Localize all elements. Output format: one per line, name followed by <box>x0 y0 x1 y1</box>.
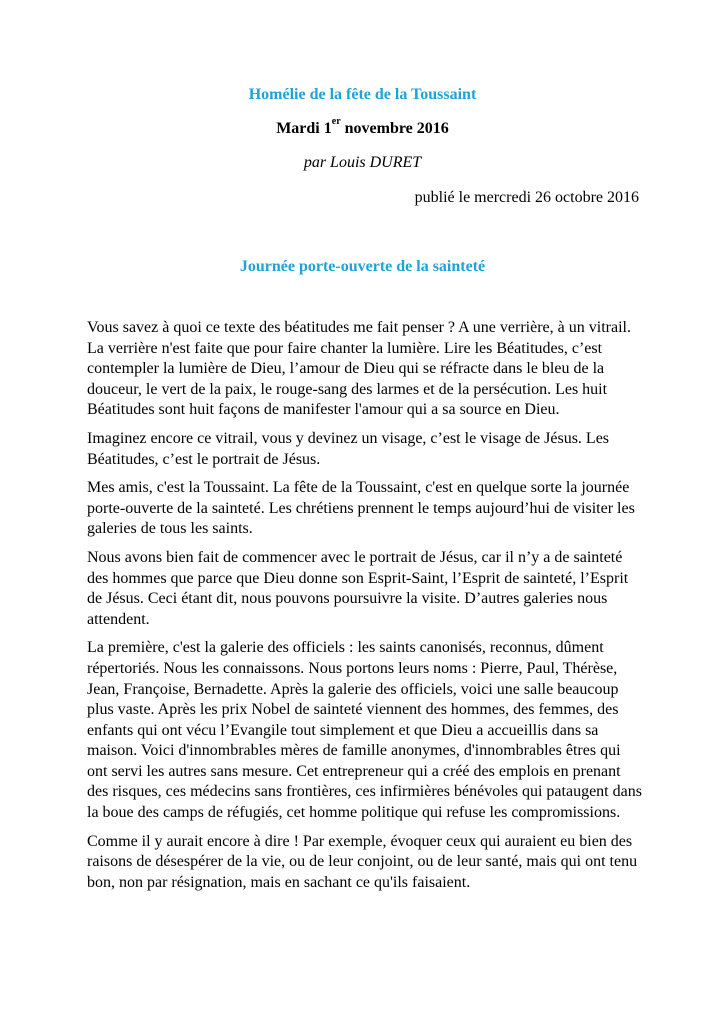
paragraph: Mes amis, c'est la Toussaint. La fête de la Toussaint, c'est en quelque sorte la journée porte-ouverte de la sainteté. Les chrétiens prennent le temps aujourd’hui de visiter les galeries de tous les saints. <box>87 479 635 538</box>
homily-body <box>87 318 642 901</box>
published-date: publié le mercredi 26 octobre 2016 <box>414 189 639 206</box>
paragraph: Vous savez à quoi ce texte des béatitudes me fait penser ? A une verrière, à un vitrail. <box>87 319 631 336</box>
paragraph: Nous avons bien fait de commencer avec le portrait de Jésus, car il n’y a de sainteté des hommes que parce que Dieu donne son Esprit-Saint, l’Esprit de sainteté, l’Esprit de Jésus. Ceci étant dit, nous pouvons poursuivre la visite. D’autres galeries nous attendent. <box>87 548 629 628</box>
homily-date <box>0 116 725 138</box>
paragraph: La verrière n'est faite que pour faire chanter la lumière. Lire les Béatitudes, c’est contempler la lumière de Dieu, l’amour de Dieu qui se réfracte dans le bleu de la douceur, le vert de la paix, le rouge-sang des larmes et de la persécution. Les huit Béatitudes sont huit façons de manifester l'amour qui a sa source en Dieu. <box>87 339 608 419</box>
paragraph: La première, c'est la galerie des officiels : les saints canonisés, reconnus, dûment répertoriés. Nous les connaissons. Nous portons leurs noms : Pierre, Paul, Thérèse, Jean, Françoise, Bernadette. Après la galerie des officiels, voici une salle beaucoup plus vaste. Après les prix Nobel de sainteté viennent des hommes, des femmes, des enfants qui ont vécu l’Evangile tout simplement et que Dieu a accueillis dans sa maison. Voici d'innombrables mères de famille anonymes, d'innombrables êtres qui ont servi les autres sans mesure. Cet entrepreneur qui a créé des emplois en prenant des risques, ces médecins sans frontières, ces infirmières bénévoles qui pataugent dans la boue des camps de réfugiés, cet homme politique qui refuse les compromissions. <box>87 639 642 822</box>
homily-title: Homélie de la fête de la Toussaint <box>248 86 477 103</box>
paragraph: Imaginez encore ce vitrail, vous y devinez un visage, c’est le visage de Jésus. Les Béatitudes, c’est le portrait de Jésus. <box>87 429 610 468</box>
date-prefix: Mardi 1 <box>276 120 332 137</box>
date-superscript: er <box>331 116 341 127</box>
date-suffix: novembre 2016 <box>340 120 449 137</box>
paragraph: Comme il y aurait encore à dire ! Par exemple, évoquer ceux qui auraient eu bien des raisons de désespérer de la vie, ou de leur conjoint, ou de leur santé, mais qui ont tenu bon, non par résignation, mais en sachant ce qu'ils faisaient. <box>87 832 638 891</box>
author-line: par Louis DURET <box>303 154 422 171</box>
homily-subtitle: Journée porte-ouverte de la sainteté <box>239 258 486 275</box>
